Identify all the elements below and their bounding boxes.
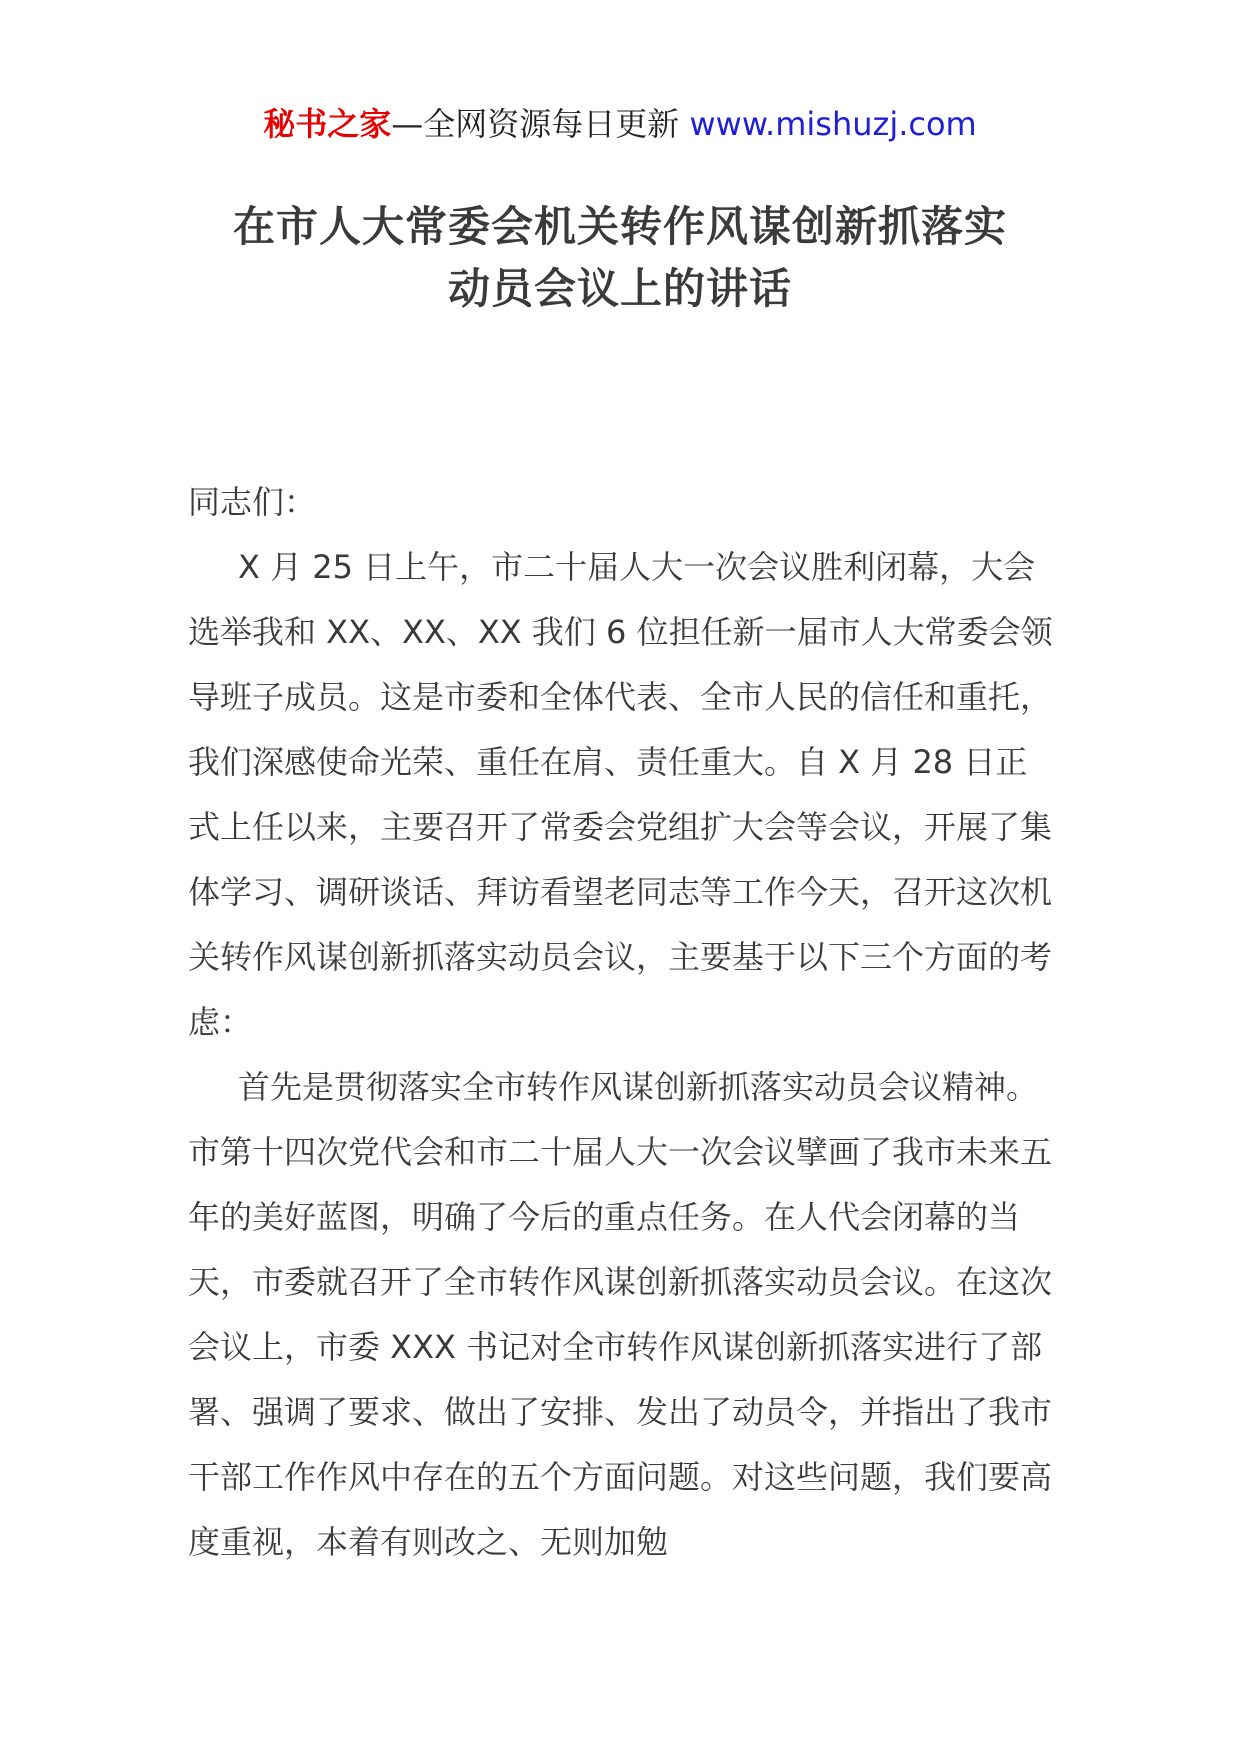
paragraph-1: X 月 25 日上午，市二十届人大一次会议胜利闭幕，大会选举我和 XX、XX、XX 我们 6 位担任新一届市人大常委会领导班子成员。这是市委和全体代表、全市人民的信任和重托，我们深感使命光荣、重任在肩、责任重大。自 X 月 28 日正式上任以来，主要召开了常委会党组扩大会等会议，开展了集体学习、调研谈话、拜访看望老同志等工作今天，召开这次机关转作风谋创新抓落实动员会议，主要基于以下三个方面的考虑： [188,548,1053,1041]
site-url-link[interactable]: www.mishuzj.com [689,105,977,143]
site-header [0,100,1240,148]
title-line-2: 动员会议上的讲话 [447,264,792,313]
document-body [188,470,1058,1575]
header-slogan: —全网资源每日更新 [391,105,680,143]
paragraph-2: 首先是贯彻落实全市转作风谋创新抓落实动员会议精神。市第十四次党代会和市二十届人大一次会议擘画了我市未来五年的美好蓝图，明确了今后的重点任务。在人代会闭幕的当天，市委就召开了全市转作风谋创新抓落实动员会议。在这次会议上，市委 XXX 书记对全市转作风谋创新抓落实进行了部署、强调了要求、做出了安排、发出了动员令，并指出了我市干部工作作风中存在的五个方面问题。对这些问题，我们要高度重视，本着有则改之、无则加勉 [188,1068,1053,1561]
document-title [120,196,1120,320]
title-line-1: 在市人大常委会机关转作风谋创新抓落实 [232,202,1007,251]
salutation: 同志们： [188,483,317,521]
brand-name: 秘书之家 [263,105,392,143]
